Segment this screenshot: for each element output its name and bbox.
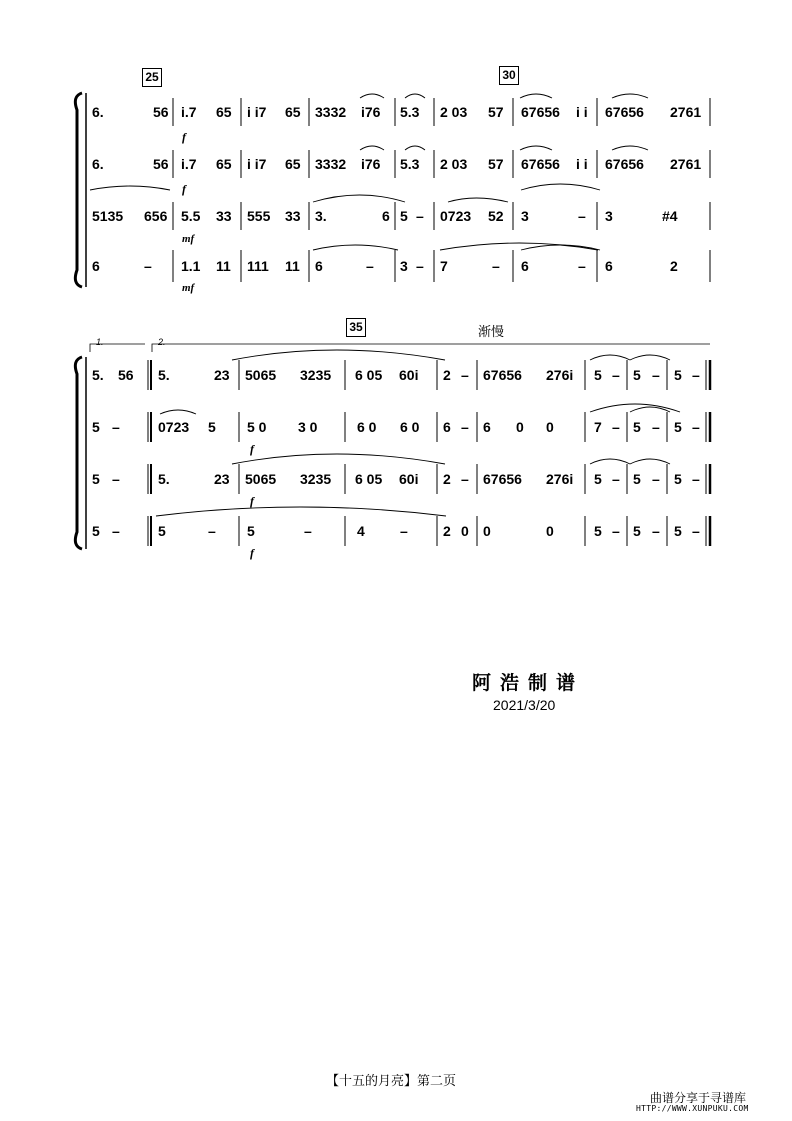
s1-r1-note: 2761 <box>670 104 702 120</box>
s2-r4-note: 0 <box>461 523 469 539</box>
s1-r3-note: 33 <box>216 208 232 224</box>
s1-r4-note: 2 <box>670 258 678 274</box>
s2-r4-note: 5 <box>674 523 682 539</box>
s2-r4-note: 5 <box>594 523 602 539</box>
s1-r1-note: 5.3 <box>400 104 420 120</box>
s1-r4-note: 111 <box>247 258 269 274</box>
s2-r1-note: – <box>692 367 700 383</box>
s2-r4-note: – <box>208 523 216 539</box>
s1-r1-note: 6. <box>92 104 104 120</box>
s1-r3-note: 5 <box>400 208 408 224</box>
s1-r4-note: 6 <box>315 258 323 274</box>
s1-r1-note: 57 <box>488 104 504 120</box>
s1-r4-note: – <box>578 258 586 274</box>
s1-r4-note: 3 <box>400 258 408 274</box>
s2-r2-note: 6 0 <box>357 419 377 435</box>
s1-r1-note: 2 03 <box>440 104 468 120</box>
s2-r4-note: – <box>304 523 312 539</box>
s1-r1-note: i i7 <box>247 104 267 120</box>
s2-r2-note: 5 <box>208 419 216 435</box>
s1-r2-note: 67656 <box>605 156 644 172</box>
s1-r4-note: 6 <box>92 258 100 274</box>
s1-r2-note: 67656 <box>521 156 560 172</box>
s2-r3-note: 3235 <box>300 471 332 487</box>
s1-r2-note: 56 <box>153 156 169 172</box>
s2-r1-note: 5. <box>158 367 170 383</box>
s1-r1-note: i.7 <box>181 104 197 120</box>
s2-r3-note: 5 <box>594 471 602 487</box>
s2-r1-note: – <box>652 367 660 383</box>
s2-r3-note: – <box>612 471 620 487</box>
s1-r1-note: 65 <box>285 104 301 120</box>
s2-r1-note: 276i <box>546 367 574 383</box>
s1-r1-note: 56 <box>153 104 169 120</box>
s1-r2-note: 5.3 <box>400 156 420 172</box>
s2-r1-note: 5 <box>633 367 641 383</box>
watermark-text: 曲谱分享于寻谱库 <box>650 1091 747 1105</box>
s1-r4-note: 11 <box>216 258 231 274</box>
s2-r3-note: 5065 <box>245 471 277 487</box>
s2-r3-note: 67656 <box>483 471 522 487</box>
s1-r3-note: 3 <box>521 208 529 224</box>
s2-r4-note: 0 <box>483 523 491 539</box>
s1-r1-note: 67656 <box>605 104 644 120</box>
s2-r4-note: – <box>400 523 408 539</box>
s1-r4-note: – <box>416 258 424 274</box>
s2-r4-note: – <box>612 523 620 539</box>
s2-r4-note: – <box>692 523 700 539</box>
watermark-url: HTTP://WWW.XUNPUKU.COM <box>636 1104 749 1113</box>
s1-r4-note: 11 <box>285 258 300 274</box>
s1-r3-note: 33 <box>285 208 301 224</box>
s1-r3-note: 3 <box>605 208 613 224</box>
s2-r1-note: 2 <box>443 367 451 383</box>
s2-r1-note: 67656 <box>483 367 522 383</box>
s2-r3-note: 5. <box>158 471 170 487</box>
rehearsal-mark-35: 35 <box>346 318 366 337</box>
s1-r4-note: 6 <box>521 258 529 274</box>
s1-r3-note: – <box>416 208 424 224</box>
s1-r3-note: 0723 <box>440 208 472 224</box>
s2-r2-note: 0 <box>516 419 524 435</box>
dynamic-marking: mf <box>182 233 195 245</box>
s2-r2-note: – <box>612 419 620 435</box>
s1-r3-note: 5135 <box>92 208 124 224</box>
s2-r4-note: 5 <box>158 523 166 539</box>
s1-r1-note: 65 <box>216 104 232 120</box>
dynamic-marking: f <box>250 442 254 456</box>
s1-r2-note: 65 <box>216 156 232 172</box>
s2-r2-note: 6 <box>443 419 451 435</box>
volta-2-label: 2. <box>158 337 166 347</box>
s1-r1-note: 3332 <box>315 104 347 120</box>
s2-r2-note: 6 0 <box>400 419 420 435</box>
s1-r1-note: i i <box>576 104 588 120</box>
s2-r2-note: – <box>112 419 120 435</box>
page-footer: 【十五的月亮】第二页 <box>326 1074 457 1089</box>
s2-r2-note: 5 <box>633 419 641 435</box>
s2-r1-note: 5065 <box>245 367 277 383</box>
s1-r1-note: i76 <box>361 104 381 120</box>
s2-r3-note: 6 05 <box>355 471 383 487</box>
s1-r3-note: 5.5 <box>181 208 201 224</box>
s2-r3-note: 60i <box>399 471 419 487</box>
s2-r3-note: – <box>692 471 700 487</box>
s2-r4-note: – <box>652 523 660 539</box>
s2-r1-note: 5 <box>594 367 602 383</box>
rehearsal-mark-30: 30 <box>499 66 519 85</box>
s2-r4-note: – <box>112 523 120 539</box>
s2-r3-note: 5 <box>92 471 100 487</box>
s2-r1-note: 56 <box>118 367 134 383</box>
s2-r4-note: 5 <box>633 523 641 539</box>
dynamic-marking: mf <box>182 282 195 294</box>
s2-r2-note: 7 <box>594 419 602 435</box>
s1-r2-note: i.7 <box>181 156 197 172</box>
volta-1-label: 1. <box>96 337 104 347</box>
s1-r4-note: 6 <box>605 258 613 274</box>
dynamic-marking: f <box>182 130 186 144</box>
s2-r4-note: 2 <box>443 523 451 539</box>
s1-r1-note: 67656 <box>521 104 560 120</box>
s2-r2-note: 0723 <box>158 419 190 435</box>
s2-r1-note: 5 <box>674 367 682 383</box>
s1-r3-note: 3. <box>315 208 327 224</box>
s1-r2-note: 2761 <box>670 156 702 172</box>
s1-r3-note: – <box>578 208 586 224</box>
rehearsal-mark-25: 25 <box>142 68 162 87</box>
s1-r3-note: 6 <box>382 208 390 224</box>
s2-r3-note: 276i <box>546 471 574 487</box>
dynamic-marking: f <box>250 546 254 560</box>
s1-r3-note: #4 <box>662 208 678 224</box>
s1-r2-note: i76 <box>361 156 381 172</box>
s2-r1-note: 23 <box>214 367 230 383</box>
s1-r2-note: 57 <box>488 156 504 172</box>
s2-r1-note: 60i <box>399 367 419 383</box>
s2-r1-note: 5. <box>92 367 104 383</box>
s2-r3-note: – <box>461 471 469 487</box>
score-system-2 <box>0 0 792 560</box>
s2-r2-note: – <box>652 419 660 435</box>
s2-r2-note: 5 0 <box>247 419 267 435</box>
s1-r4-note: – <box>492 258 500 274</box>
dynamic-marking: f <box>182 182 186 196</box>
s1-r4-note: 1.1 <box>181 258 201 274</box>
s2-r1-note: – <box>461 367 469 383</box>
s2-r2-note: 5 <box>674 419 682 435</box>
s1-r2-note: 65 <box>285 156 301 172</box>
s2-r4-note: 5 <box>247 523 255 539</box>
arranger-signature: 阿浩制谱 <box>472 672 585 694</box>
s1-r3-note: 52 <box>488 208 504 224</box>
s1-r2-note: 6. <box>92 156 104 172</box>
s2-r1-note: 6 05 <box>355 367 383 383</box>
s2-r3-note: 5 <box>674 471 682 487</box>
s1-r4-note: 7 <box>440 258 448 274</box>
s2-r2-note: – <box>692 419 700 435</box>
s1-r2-note: 3332 <box>315 156 347 172</box>
dynamic-marking: f <box>250 494 254 508</box>
s2-r2-note: 5 <box>92 419 100 435</box>
tempo-marking: 渐慢 <box>478 324 505 339</box>
s2-r3-note: – <box>112 471 120 487</box>
s2-r3-note: – <box>652 471 660 487</box>
s2-r2-note: 3 0 <box>298 419 318 435</box>
s2-r4-note: 4 <box>357 523 365 539</box>
s1-r4-note: – <box>366 258 374 274</box>
s2-r2-note: 6 <box>483 419 491 435</box>
s1-r4-note: – <box>144 258 152 274</box>
arrangement-date: 2021/3/20 <box>493 697 556 713</box>
s2-r1-note: – <box>612 367 620 383</box>
s2-r2-note: 0 <box>546 419 554 435</box>
s1-r3-note: 555 <box>247 208 271 224</box>
s2-r3-note: 5 <box>633 471 641 487</box>
s2-r3-note: 23 <box>214 471 230 487</box>
s1-r2-note: i i <box>576 156 588 172</box>
s2-r3-note: 2 <box>443 471 451 487</box>
s2-r1-note: 3235 <box>300 367 332 383</box>
s2-r2-note: – <box>461 419 469 435</box>
s2-r4-note: 5 <box>92 523 100 539</box>
s1-r3-note: 656 <box>144 208 168 224</box>
s1-r2-note: i i7 <box>247 156 267 172</box>
s1-r2-note: 2 03 <box>440 156 468 172</box>
s2-r4-note: 0 <box>546 523 554 539</box>
